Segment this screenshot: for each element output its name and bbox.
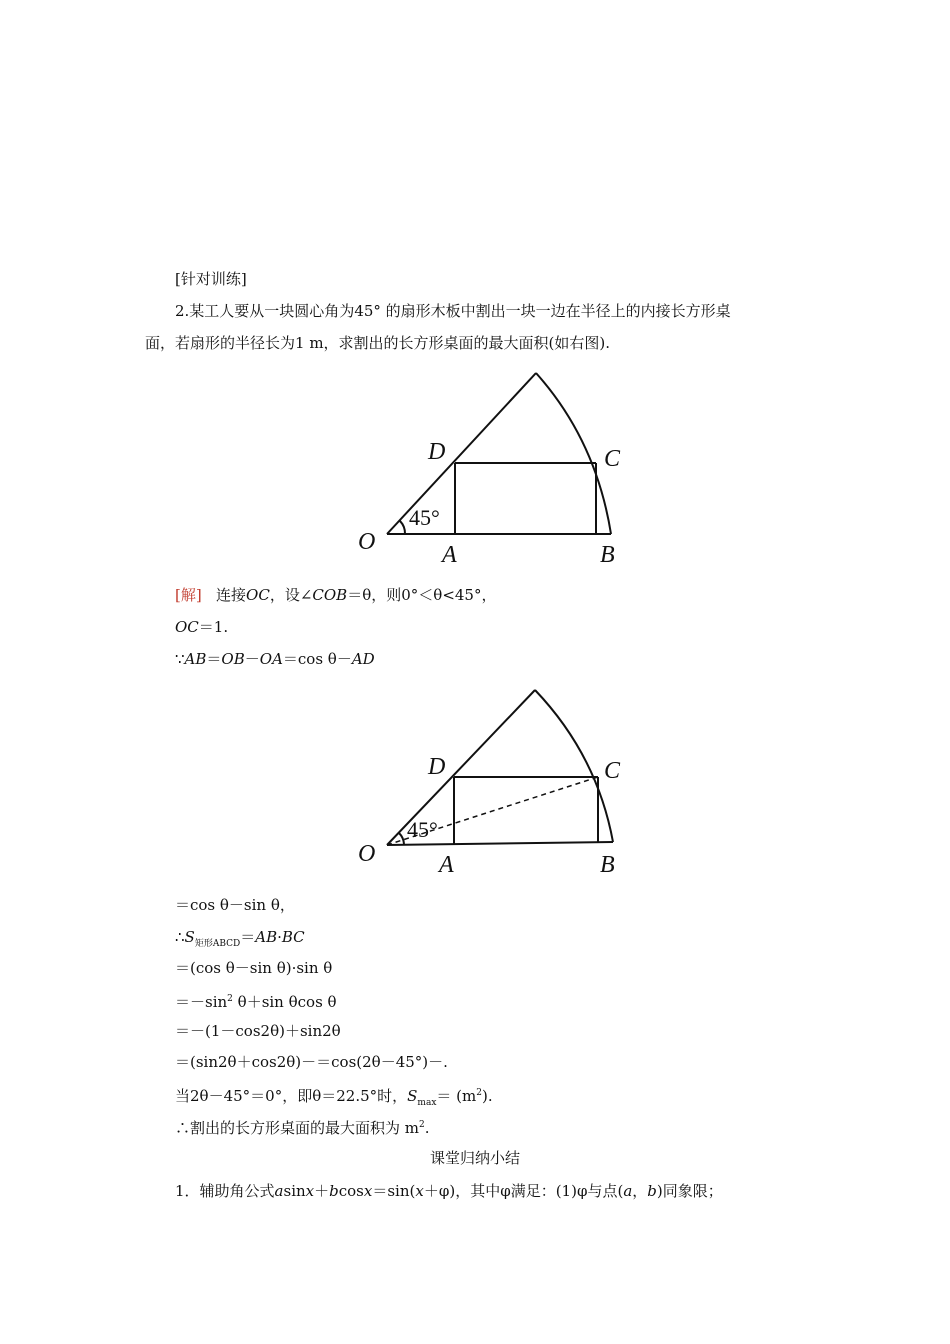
label-B-2: B [600, 852, 615, 878]
segment-oc [387, 777, 598, 845]
derivation-line-4: $=-\sin^2$ θ＋sin θcos θ [175, 993, 337, 1011]
label-C-2: C [604, 758, 621, 784]
summary-line-1: 1．辅助角公式asinx＋bcosx＝sin(x＋φ)，其中φ满足：(1)φ与点(a，b)同象限； [175, 1182, 723, 1200]
label-O-1: O [358, 529, 376, 555]
problem-line-2: 面，若扇形的半径长为1 m，求割出的长方形桌面的最大面积(如右图). [145, 334, 611, 352]
derivation-line-2: $\therefore S_{矩形ABCD}=AB\cdot BC$ [175, 928, 305, 949]
radius-ob-2 [387, 842, 613, 845]
derivation-line-5: ＝－(1－cos2θ)＋sin2θ [175, 1022, 341, 1040]
angle-label-2: 45° [407, 817, 438, 842]
solution-tag: [解] [175, 586, 202, 604]
arc-eb [536, 373, 611, 534]
angle-arc-2 [399, 833, 404, 844]
section-header: [针对训练] [175, 270, 247, 288]
derivation-line-3: ＝(cos θ－sin θ)·sin θ [175, 959, 333, 977]
derivation-line-1: ＝cos θ－sin θ， [175, 896, 295, 914]
arc-eb-2 [535, 690, 613, 842]
label-O-2: O [358, 841, 376, 867]
derivation-line-7: 当2θ－45°＝0°，即θ＝22.5°时，$S_{max}= (m^2)$. [175, 1087, 493, 1108]
summary-title: 课堂归纳小结 [429, 1149, 520, 1167]
label-C-1: C [604, 446, 621, 472]
radius-oe [387, 373, 536, 534]
derivation-line-8: ∴割出的长方形桌面的最大面积为 $m^2$. [175, 1119, 430, 1137]
label-A-1: A [442, 542, 457, 568]
solution-line-3: ∵AB＝OB－OA＝cos θ－AD [175, 650, 375, 668]
label-B-1: B [600, 542, 615, 568]
problem-line-1: 2.某工人要从一块圆心角为45° 的扇形木板中割出一块一边在半径上的内接长方形桌 [175, 302, 731, 320]
label-D-2: D [428, 754, 446, 780]
derivation-line-6: ＝(sin2θ＋cos2θ)－＝cos(2θ－45°)－. [175, 1053, 448, 1071]
angle-label-1: 45° [409, 505, 440, 530]
label-D-1: D [428, 439, 446, 465]
angle-arc-1 [400, 521, 405, 534]
solution-line-1: [解] 连接OC，设∠COB＝θ，则0°＜θ<45°， [175, 586, 497, 604]
label-A-2: A [439, 852, 454, 878]
radius-oe-2 [387, 690, 535, 845]
solution-line-2: OC＝1. [175, 618, 229, 636]
